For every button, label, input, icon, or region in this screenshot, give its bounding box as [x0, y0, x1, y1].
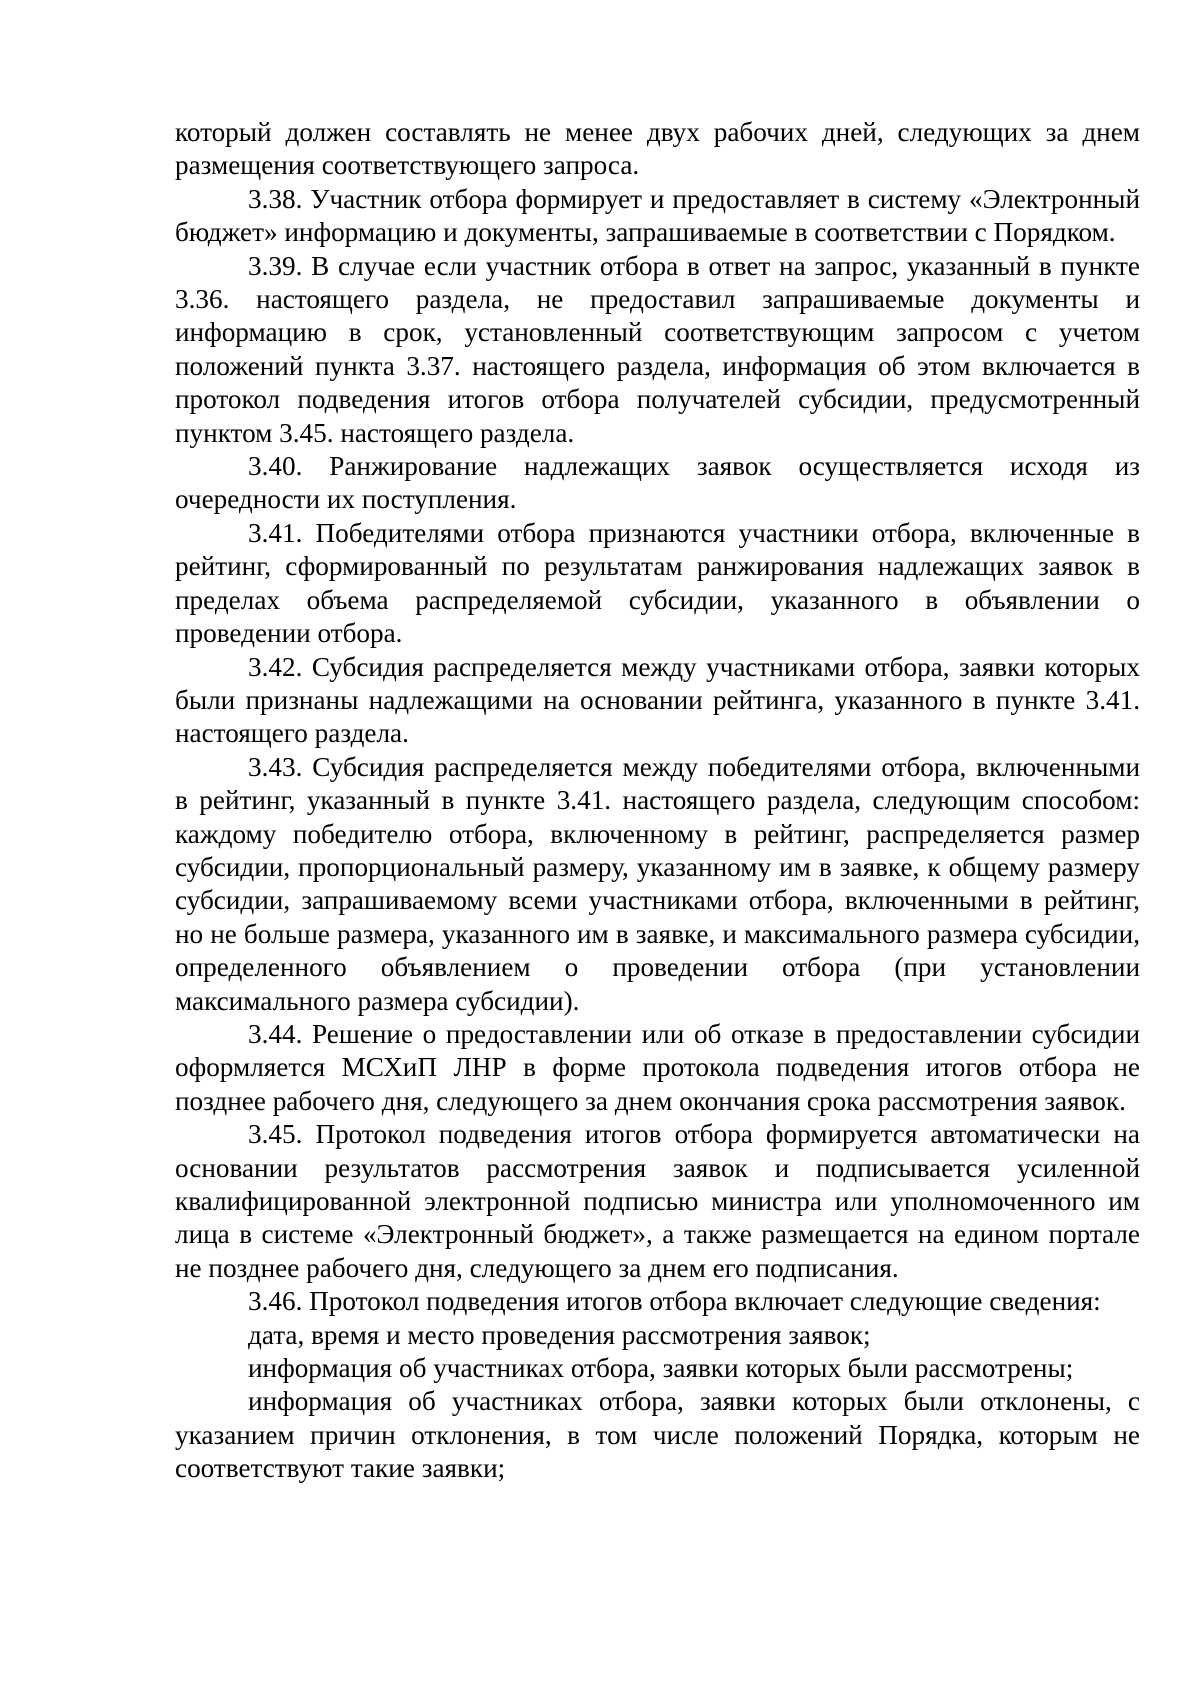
- paragraph-3-46: 3.46. Протокол подведения итогов отбора включает следующие сведения:: [248, 1286, 1101, 1317]
- paragraph-3-41: 3.41. Победителями отбора признаются участники отбора, включенные в рейтинг, сформированный по результатам ранжирования надлежащих заявок в пределах объема распределяемой субсидии, указанного в объявлении о проведении отбора.: [175, 517, 1140, 649]
- paragraph-3-38: 3.38. Участник отбора формирует и предоставляет в систему «Электронный бюджет» информацию и документы, запрашиваемые в соответствии с Порядком.: [175, 183, 1140, 248]
- list-item-date-time-place: дата, время и место проведения рассмотрения заявок;: [248, 1319, 871, 1350]
- paragraph-3-45: 3.45. Протокол подведения итогов отбора формируется автоматически на основании результатов рассмотрения заявок и подписывается усиленной квалифицированной электронной подписью министра или уполномоченного им лица в системе «Электронный бюджет», а также размещается на едином портале не позднее рабочего дня, следующего за днем его подписания.: [175, 1119, 1140, 1283]
- paragraph-3-40: 3.40. Ранжирование надлежащих заявок осуществляется исходя из очередности их поступления.: [175, 451, 1140, 515]
- paragraph-3-43: 3.43. Субсидия распределяется между победителями отбора, включенными в рейтинг, указанный в пункте 3.41. настоящего раздела, следующим способом: каждому победителю отбора, включенному в рейтинг, распределяется размер субсидии, пропорциональный размеру, указанному им в заявке, к общему размеру субсидии, запрашиваемому всеми участниками отбора, включенными в рейтинг, но не больше размера, указанного им в заявке, и максимального размера субсидии, определенного объявлением о проведении отбора (при установлении максимального размера субсидии).: [175, 751, 1140, 1016]
- paragraph-3-44: 3.44. Решение о предоставлении или об отказе в предоставлении субсидии оформляется МСХиП ЛНР в форме протокола подведения итогов отбора не позднее рабочего дня, следующего за днем окончания срока рассмотрения заявок.: [175, 1018, 1140, 1116]
- list-item-rejected-participants: информация об участниках отбора, заявки которых были отклонены, с указанием причин отклонения, в том числе положений Порядка, которым не соответствуют такие заявки;: [175, 1386, 1140, 1484]
- document-body: [175, 116, 1140, 1486]
- paragraph-3-42: 3.42. Субсидия распределяется между участниками отбора, заявки которых были признаны надлежащими на основании рейтинга, указанного в пункте 3.41. настоящего раздела.: [175, 651, 1140, 749]
- list-item-reviewed-participants: информация об участниках отбора, заявки которых были рассмотрены;: [248, 1353, 1074, 1384]
- paragraph-3-39: 3.39. В случае если участник отбора в ответ на запрос, указанный в пункте 3.36. настоящего раздела, не предоставил запрашиваемые документы и информацию в срок, установленный соответствующим запросом с учетом положений пункта 3.37. настоящего раздела, информация об этом включается в протокол подведения итогов отбора получателей субсидии, предусмотренный пунктом 3.45. настоящего раздела.: [175, 250, 1140, 448]
- paragraph-continuation: который должен составлять не менее двух рабочих дней, следующих за днем размещения соответствующего запроса.: [175, 117, 1140, 181]
